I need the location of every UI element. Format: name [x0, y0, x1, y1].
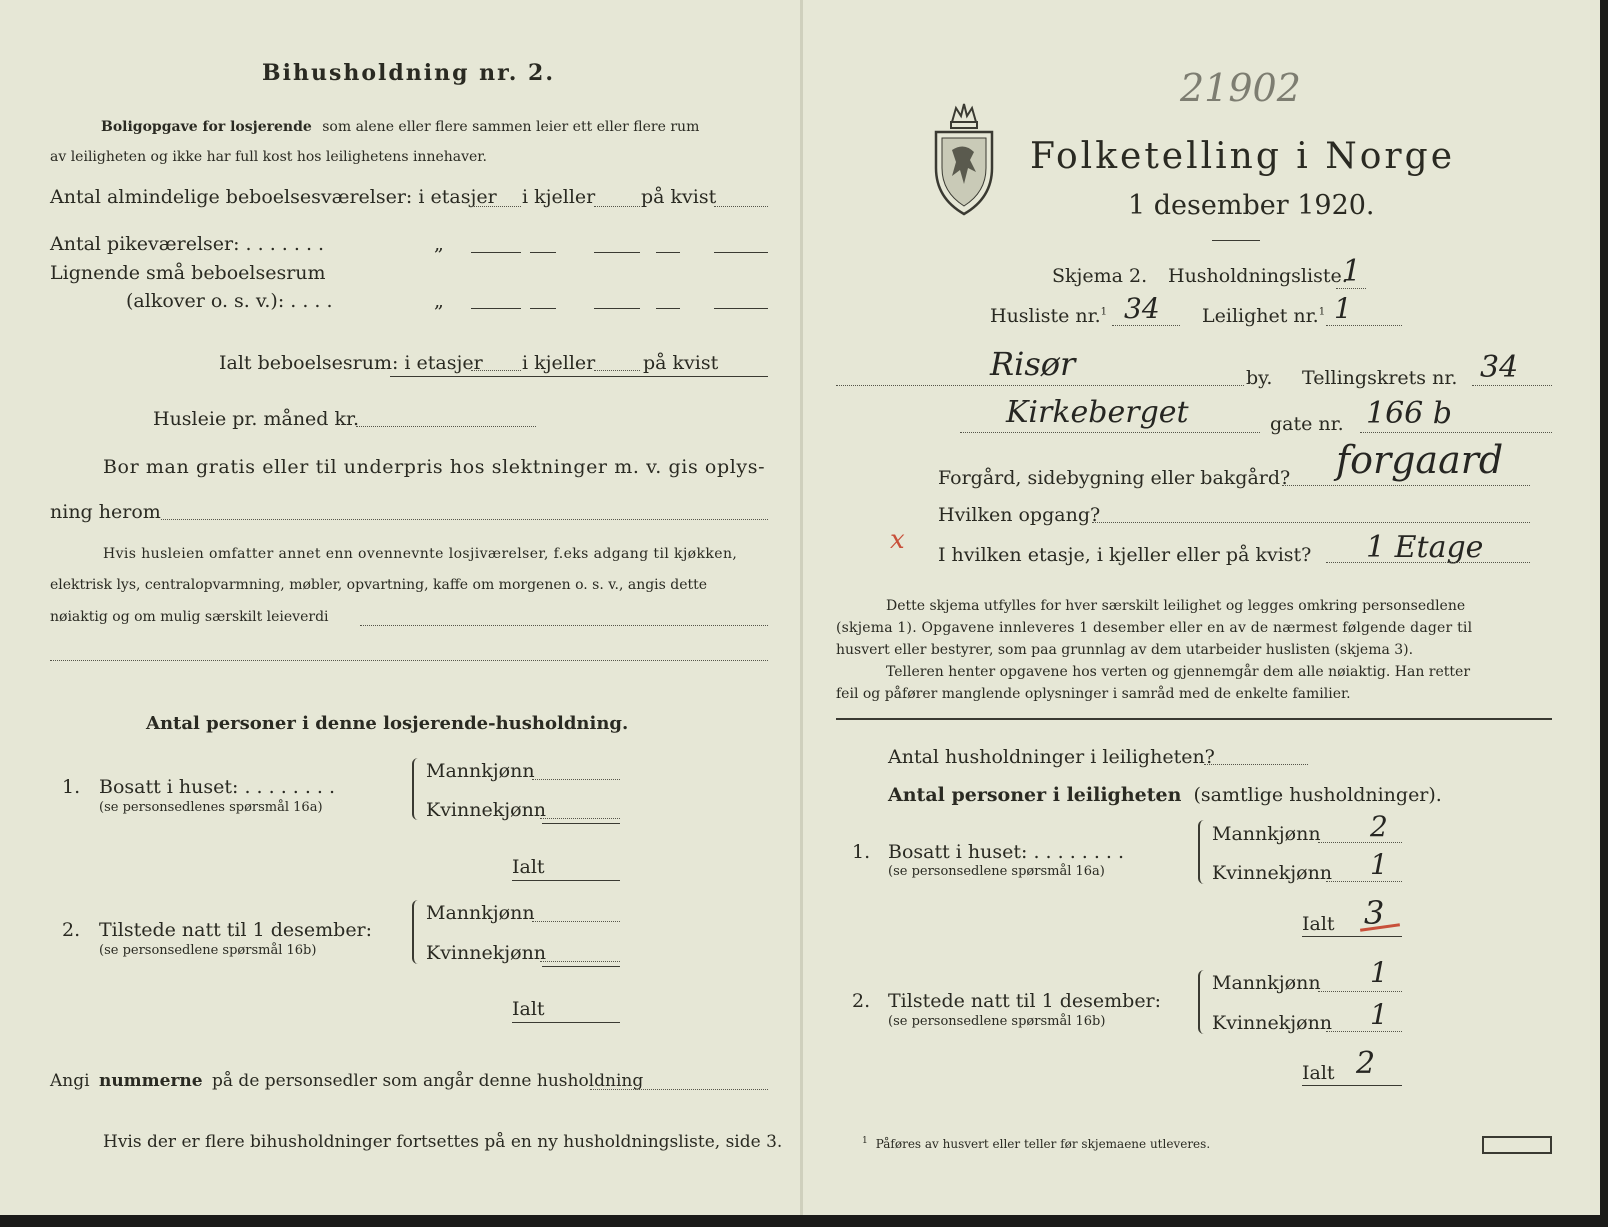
left-q1-brace — [412, 758, 422, 820]
left-q2-total-field[interactable] — [512, 1022, 620, 1023]
street-value[interactable]: Kirkeberget — [1006, 395, 1189, 430]
left-q2-num: 2. — [62, 919, 81, 941]
numbers-label-bold: nummerne — [98, 1071, 203, 1091]
households-question: Antal husholdninger i leiligheten? — [888, 746, 1215, 768]
left-q2-male-field[interactable] — [532, 921, 620, 922]
footnote-mark: 1 — [1100, 306, 1108, 318]
street-field — [960, 432, 1260, 433]
floor-field — [1326, 562, 1530, 563]
right-q1-male-field — [1318, 842, 1402, 843]
schema-label: Skjema 2. — [1052, 265, 1148, 287]
right-q1-sub: (se personsedlene spørsmål 16a) — [888, 864, 1105, 879]
right-date: 1 desember 1920. — [1128, 190, 1375, 221]
right-q1-total-label: Ialt — [1302, 913, 1335, 935]
numbers-label-a: Angi — [50, 1071, 90, 1091]
small-attic-field[interactable] — [714, 308, 768, 309]
rooms-cellar-field[interactable] — [594, 206, 640, 207]
ditto-mark-2: „ — [434, 290, 444, 312]
left-q1-total-label: Ialt — [512, 856, 545, 878]
right-q2-total-label: Ialt — [1302, 1062, 1335, 1084]
left-q2-male-label: Mannkjønn — [426, 902, 535, 924]
right-q2-male-value[interactable]: 1 — [1370, 956, 1388, 989]
small-cellar-field[interactable] — [594, 308, 640, 309]
right-q1-female-label: Kvinnekjønn — [1212, 862, 1333, 884]
maid-attic-field[interactable] — [714, 252, 768, 253]
instruction-rule — [836, 718, 1552, 720]
instruction-line-4: Telleren henter opgavene hos verten og gjennemgår dem alle nøiaktig. Han retter — [886, 664, 1471, 680]
right-footnote-mark: 1 — [862, 1136, 868, 1146]
left-q2-female-field[interactable] — [540, 961, 620, 962]
right-q2-female-field — [1326, 1031, 1402, 1032]
left-q2-total-label: Ialt — [512, 998, 545, 1020]
left-q1-sub: (se personsedlenes spørsmål 16a) — [99, 800, 323, 815]
intro-bold: Boligopgave for losjerende — [101, 119, 312, 135]
numbers-label — [50, 1071, 643, 1091]
left-q1-num: 1. — [62, 776, 81, 798]
intro-line-2: av leiligheten og ikke har full kost hos leilighetens innehaver. — [50, 149, 487, 165]
maid-dash-2 — [656, 252, 680, 253]
right-q2-male-label: Mannkjønn — [1212, 972, 1321, 994]
town-label: by. — [1246, 367, 1273, 389]
archive-number: 21902 — [1180, 66, 1301, 110]
free-field[interactable] — [161, 519, 768, 520]
total-cellar-field[interactable] — [594, 370, 640, 371]
small-dash-2 — [656, 308, 680, 309]
left-q2-sub: (se personsedlene spørsmål 16b) — [99, 943, 317, 958]
district-value[interactable]: 34 — [1480, 350, 1519, 385]
left-footer: Hvis der er flere bihusholdninger fortsettes på en ny husholdningsliste, side 3. — [103, 1132, 783, 1152]
household-list-label: Husholdningsliste. — [1168, 265, 1348, 287]
left-title: Bihusholdning nr. 2. — [262, 60, 555, 86]
note-field-1[interactable] — [360, 625, 768, 626]
left-q1-male-field[interactable] — [532, 779, 620, 780]
floor-label: I hvilken etasje, i kjeller eller på kvist? — [938, 544, 1312, 566]
maid-dash-1 — [530, 252, 556, 253]
left-q1-female-label: Kvinnekjønn — [426, 799, 547, 821]
town-value[interactable]: Risør — [990, 345, 1076, 383]
street-no-field — [1360, 432, 1552, 433]
right-q1-total-value[interactable]: 3 — [1364, 894, 1385, 932]
household-list-value[interactable]: 1 — [1342, 254, 1362, 289]
numbers-field[interactable] — [590, 1089, 768, 1090]
left-q2-brace — [412, 900, 422, 964]
household-list-field — [1336, 288, 1366, 289]
right-q2-brace — [1198, 970, 1208, 1034]
district-label: Tellingskrets nr. — [1302, 367, 1458, 389]
maid-etasjer-field[interactable] — [471, 252, 521, 253]
rooms-label: Antal almindelige beboelsesværelser: i etasjer — [50, 186, 497, 208]
right-q2-label: Tilstede natt til 1 desember: — [888, 990, 1162, 1012]
total-cellar-label: i kjeller — [522, 352, 596, 374]
total-rooms-label: Ialt beboelsesrum: i etasjer — [219, 352, 483, 374]
total-attic-label: på kvist — [643, 352, 719, 374]
floor-check-mark: x — [890, 525, 905, 555]
note-line-3: nøiaktig og om mulig særskilt leieverdi — [50, 609, 329, 625]
left-persons-title: Antal personer i denne losjerende-husholdning. — [146, 713, 629, 734]
house-list-field — [1112, 325, 1180, 326]
right-q2-total-value[interactable]: 2 — [1356, 1046, 1376, 1081]
intro-line-1 — [101, 119, 699, 135]
house-list-label-text: Husliste nr. — [990, 305, 1101, 327]
left-q2-sum-line — [542, 966, 620, 967]
district-field — [1472, 385, 1552, 386]
left-q1-total-field[interactable] — [512, 880, 620, 881]
apartment-value[interactable]: 1 — [1334, 292, 1352, 325]
rent-label: Husleie pr. måned kr. — [153, 408, 360, 430]
right-q1-female-value[interactable]: 1 — [1370, 848, 1388, 881]
left-q2-label: Tilstede natt til 1 desember: — [99, 919, 373, 941]
left-q2-female-label: Kvinnekjønn — [426, 942, 547, 964]
left-q1-male-label: Mannkjønn — [426, 760, 535, 782]
norwegian-coat-of-arms-icon — [928, 98, 1000, 218]
small-etasjer-field[interactable] — [471, 308, 521, 309]
households-field[interactable] — [1204, 764, 1308, 765]
apartment-label — [1202, 305, 1325, 327]
rooms-attic-field[interactable] — [714, 206, 768, 207]
maid-rooms-label: Antal pikeværelser: . . . . . . . — [50, 233, 325, 255]
entrance-field[interactable] — [1092, 522, 1530, 523]
instruction-line-1: Dette skjema utfylles for hver særskilt leilighet og legges omkring personsedlene — [886, 598, 1466, 614]
left-q1-label: Bosatt i huset: . . . . . . . . — [99, 776, 336, 798]
free-label-1: Bor man gratis eller til underpris hos slektninger m. v. gis oplys- — [103, 456, 766, 478]
floor-value[interactable]: 1 Etage — [1366, 530, 1484, 565]
left-q1-sum-line — [542, 823, 620, 824]
right-q1-male-value[interactable]: 2 — [1370, 810, 1388, 843]
ditto-mark: „ — [434, 233, 444, 255]
right-q1-male-label: Mannkjønn — [1212, 823, 1321, 845]
rooms-etasjer-field[interactable] — [471, 206, 521, 207]
left-q1-female-field[interactable] — [540, 818, 620, 819]
small-rooms-label-1: Lignende små beboelsesrum — [50, 262, 326, 284]
house-list-value[interactable]: 34 — [1124, 292, 1160, 325]
right-persons-bold: Antal personer i leiligheten — [888, 784, 1182, 806]
page-fold — [800, 0, 803, 1215]
free-label-2: ning herom — [50, 501, 161, 523]
apartment-label-text: Leilighet nr. — [1202, 305, 1319, 327]
instruction-line-2: (skjema 1). Opgavene innleveres 1 desember eller en av de nærmest følgende dager til — [836, 620, 1473, 636]
right-q2-sub: (se personsedlene spørsmål 16b) — [888, 1014, 1106, 1029]
house-list-label — [990, 305, 1107, 327]
numbers-label-b: på de personsedler som angår denne husholdning — [212, 1071, 644, 1091]
instruction-line-5: feil og påfører manglende oplysninger i samråd med de enkelte familier. — [836, 686, 1351, 702]
title-rule — [1212, 240, 1260, 241]
note-line-2: elektrisk lys, centralopvarmning, møbler, opvartning, kaffe om morgenen o. s. v., angis dette — [50, 577, 708, 593]
right-q2-female-value[interactable]: 1 — [1370, 998, 1388, 1031]
small-rooms-label-2: (alkover o. s. v.): . . . . — [126, 290, 333, 312]
total-etasjer-field[interactable] — [471, 370, 521, 371]
maid-cellar-field[interactable] — [594, 252, 640, 253]
right-q1-total-field — [1302, 936, 1402, 937]
printer-stamp — [1482, 1136, 1552, 1154]
right-footnote — [862, 1136, 1210, 1151]
yard-label: Forgård, sidebygning eller bakgård? — [938, 467, 1291, 489]
right-q1-num: 1. — [852, 841, 871, 863]
note-line-1: Hvis husleien omfatter annet enn ovennevnte losjiværelser, f.eks adgang til kjøkken, — [103, 546, 738, 562]
right-persons-title — [888, 784, 1442, 806]
right-q1-brace — [1198, 820, 1208, 884]
yard-field — [1282, 485, 1530, 486]
apartment-field — [1326, 325, 1402, 326]
instruction-line-3: husvert eller bestyrer, som paa grunnlag av dem utarbeider huslisten (skjema 3). — [836, 642, 1414, 658]
intro-rest: som alene eller flere sammen leier ett eller flere rum — [322, 119, 700, 135]
right-q2-male-field — [1318, 991, 1402, 992]
right-footnote-text: Påføres av husvert eller teller før skjemaene utleveres. — [875, 1137, 1211, 1151]
rooms-cellar-label: i kjeller — [522, 186, 596, 208]
street-no-value[interactable]: 166 b — [1366, 396, 1453, 431]
town-field — [836, 385, 1244, 386]
right-persons-rest: (samtlige husholdninger). — [1193, 784, 1442, 806]
right-q2-total-field — [1302, 1085, 1402, 1086]
footnote-mark-2: 1 — [1318, 306, 1326, 318]
right-q2-female-label: Kvinnekjønn — [1212, 1012, 1333, 1034]
rooms-attic-label: på kvist — [641, 186, 717, 208]
entrance-label: Hvilken opgang? — [938, 504, 1101, 526]
right-q2-num: 2. — [852, 990, 871, 1012]
note-field-2[interactable] — [50, 660, 768, 661]
small-dash-1 — [530, 308, 556, 309]
right-q1-female-field — [1326, 881, 1402, 882]
yard-value[interactable]: forgaard — [1336, 438, 1504, 482]
right-q1-label: Bosatt i huset: . . . . . . . . — [888, 841, 1125, 863]
rent-field[interactable] — [356, 426, 536, 427]
right-title: Folketelling i Norge — [1030, 136, 1455, 177]
total-rooms-underline — [390, 376, 768, 377]
street-label: gate nr. — [1270, 413, 1344, 435]
